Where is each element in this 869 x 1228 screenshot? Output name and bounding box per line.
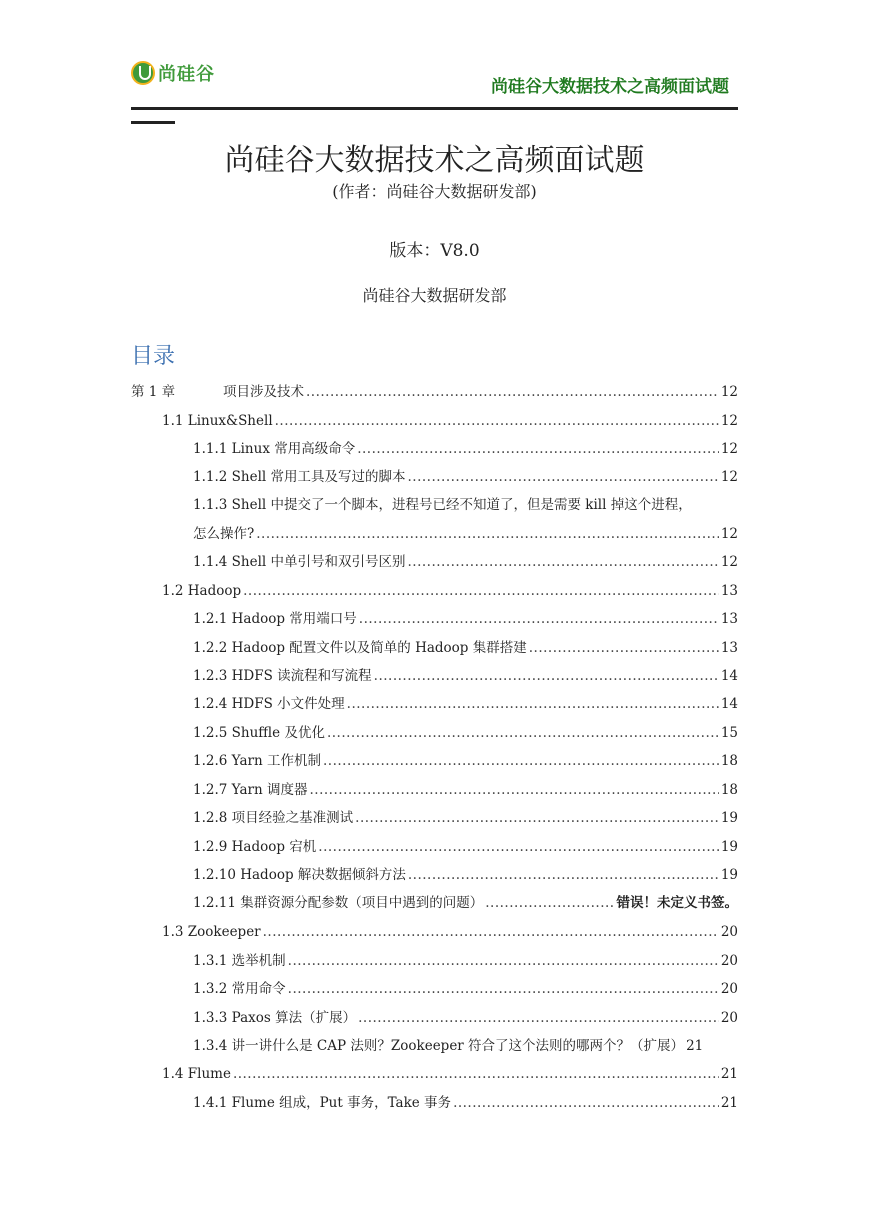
toc-leader-dots <box>306 382 719 402</box>
toc-entry[interactable] <box>193 1093 738 1113</box>
toc-entry[interactable] <box>193 951 738 971</box>
toc-page-number: 12 <box>720 554 738 570</box>
document-title: 尚硅谷大数据技术之高频面试题 <box>224 143 645 178</box>
toc-page-number: 20 <box>720 953 738 969</box>
toc-entry[interactable] <box>193 723 738 743</box>
toc-page-number: 20 <box>720 924 738 940</box>
logo <box>131 60 215 86</box>
toc-entry[interactable] <box>162 922 738 942</box>
toc-chapter-number: 第 1 章 <box>131 384 176 400</box>
toc-page-number: 18 <box>720 753 738 769</box>
toc-entry[interactable] <box>162 1064 738 1084</box>
toc-entry[interactable] <box>193 751 738 771</box>
toc-entry-text: 1.2.4 HDFS 小文件处理 <box>193 696 345 712</box>
toc-leader-dots <box>233 1064 719 1084</box>
toc-leader-dots <box>288 979 719 999</box>
toc-entry[interactable] <box>193 609 738 629</box>
toc-entry-text: 1.3 Zookeeper <box>162 924 261 940</box>
toc-page-number: 12 <box>720 384 738 400</box>
toc-entry[interactable] <box>193 865 738 885</box>
header-title: 尚硅谷大数据技术之高频面试题 <box>491 77 729 97</box>
toc-entry-text: 1.2.5 Shuffle 及优化 <box>193 725 325 741</box>
toc-entry-text: 1.4.1 Flume 组成，Put 事务，Take 事务 <box>193 1095 452 1111</box>
toc-entry[interactable] <box>193 524 738 544</box>
toc-entry-text: 1.2.9 Hadoop 宕机 <box>193 839 317 855</box>
toc-leader-dots <box>408 467 719 487</box>
toc-leader-dots <box>357 439 719 459</box>
toc-entry[interactable] <box>193 1008 738 1028</box>
toc-entry-text: 1.3.1 选举机制 <box>193 953 286 969</box>
toc-page-number: 18 <box>720 782 738 798</box>
toc-page-number: 12 <box>720 469 738 485</box>
header-divider <box>131 107 738 110</box>
toc-entry[interactable] <box>193 808 738 828</box>
toc-entry-text: 1.4 Flume <box>162 1066 231 1082</box>
toc-entry-text: 1.2.10 Hadoop 解决数据倾斜方法 <box>193 867 406 883</box>
toc-page-number: 19 <box>720 839 738 855</box>
version-line: 版本：V8.0 <box>389 241 480 261</box>
toc-page-number: 15 <box>720 725 738 741</box>
toc-page-number: 12 <box>720 441 738 457</box>
toc-leader-dots <box>318 837 719 857</box>
department-line: 尚硅谷大数据研发部 <box>362 286 507 305</box>
toc-page-number: 19 <box>720 810 738 826</box>
toc-entry[interactable] <box>193 979 738 999</box>
toc-entry-text: 1.1.1 Linux 常用高级命令 <box>193 441 356 457</box>
author-line: (作者：尚硅谷大数据研发部) <box>332 182 537 201</box>
toc-entry-text: 1.3.2 常用命令 <box>193 981 286 997</box>
toc-leader-dots <box>529 638 719 658</box>
toc-page-number: 21 <box>686 1038 704 1054</box>
toc-entry[interactable] <box>193 837 738 857</box>
toc-page-number: 13 <box>720 640 738 656</box>
toc-leader-dots <box>485 893 614 913</box>
toc-entry-text: 1.2.3 HDFS 读流程和写流程 <box>193 668 372 684</box>
toc-leader-dots <box>359 609 719 629</box>
toc-leader-dots <box>408 552 719 572</box>
toc-leader-dots <box>355 808 719 828</box>
toc-entry-text: 项目涉及技术 <box>223 384 304 400</box>
toc-leader-dots <box>263 922 719 942</box>
toc-entry-text: 1.1 Linux&Shell <box>162 413 273 429</box>
toc-leader-dots <box>408 865 719 885</box>
toc-entry[interactable] <box>193 666 738 686</box>
header-divider-short <box>131 121 175 124</box>
toc-entry[interactable] <box>193 694 738 714</box>
toc-entry[interactable] <box>193 1036 738 1056</box>
toc-entry-text: 1.3.4 讲一讲什么是 CAP 法则？Zookeeper 符合了这个法则的哪两个？（扩展） <box>193 1038 685 1054</box>
toc-entry[interactable] <box>193 893 738 913</box>
toc-leader-dots <box>358 1008 719 1028</box>
toc-leader-dots <box>453 1093 719 1113</box>
toc-entry[interactable] <box>193 439 738 459</box>
toc-page-number: 20 <box>720 1010 738 1026</box>
toc-entry-text: 1.1.2 Shell 常用工具及写过的脚本 <box>193 469 406 485</box>
toc-entry-text-continued: 怎么操作? <box>193 526 255 542</box>
toc-chapter-entry[interactable] <box>131 382 738 402</box>
toc-page-number: 21 <box>720 1066 738 1082</box>
toc-bookmark-error: 错误！未定义书签。 <box>616 895 738 911</box>
toc-page-number: 13 <box>720 583 738 599</box>
toc-leader-dots <box>310 780 719 800</box>
logo-text: 尚硅谷 <box>158 64 215 85</box>
toc-entry[interactable] <box>193 467 738 487</box>
toc-entry-text: 1.2.8 项目经验之基准测试 <box>193 810 354 826</box>
toc-page-number: 12 <box>720 526 738 542</box>
toc-entry-text: 1.2.7 Yarn 调度器 <box>193 782 308 798</box>
toc-entry-text: 1.2.11 集群资源分配参数（项目中遇到的问题） <box>193 895 484 911</box>
toc-leader-dots <box>275 411 719 431</box>
toc-page-number: 20 <box>720 981 738 997</box>
toc-leader-dots <box>347 694 719 714</box>
toc-leader-dots <box>327 723 719 743</box>
toc-leader-dots <box>288 951 719 971</box>
toc-page-number: 19 <box>720 867 738 883</box>
toc-page-number: 13 <box>720 611 738 627</box>
toc-page-number: 21 <box>720 1095 738 1111</box>
toc-entry[interactable] <box>162 581 738 601</box>
toc-entry-text: 1.2.2 Hadoop 配置文件以及简单的 Hadoop 集群搭建 <box>193 640 527 656</box>
toc-entry[interactable] <box>193 552 738 572</box>
toc-entry[interactable] <box>193 780 738 800</box>
toc-entry[interactable] <box>193 638 738 658</box>
toc-entry-text: 1.2.1 Hadoop 常用端口号 <box>193 611 357 627</box>
toc-page-number: 12 <box>720 413 738 429</box>
toc-leader-dots <box>374 666 719 686</box>
toc-page-number: 14 <box>720 668 738 684</box>
toc-entry-text: 1.1.4 Shell 中单引号和双引号区别 <box>193 554 406 570</box>
toc-entry-text: 1.3.3 Paxos 算法（扩展） <box>193 1010 357 1026</box>
toc-entry-text: 1.2.6 Yarn 工作机制 <box>193 753 321 769</box>
toc-entry[interactable] <box>162 411 738 431</box>
toc-heading: 目录 <box>131 344 176 369</box>
toc-leader-dots <box>243 581 719 601</box>
toc-entry-text[interactable]: 1.1.3 Shell 中提交了一个脚本，进程号已经不知道了，但是需要 kill 掉这个进程， <box>193 497 692 513</box>
logo-icon <box>131 61 155 85</box>
toc-leader-dots <box>256 524 719 544</box>
toc-leader-dots <box>323 751 719 771</box>
toc-entry-text: 1.2 Hadoop <box>162 583 242 599</box>
toc-page-number: 14 <box>720 696 738 712</box>
